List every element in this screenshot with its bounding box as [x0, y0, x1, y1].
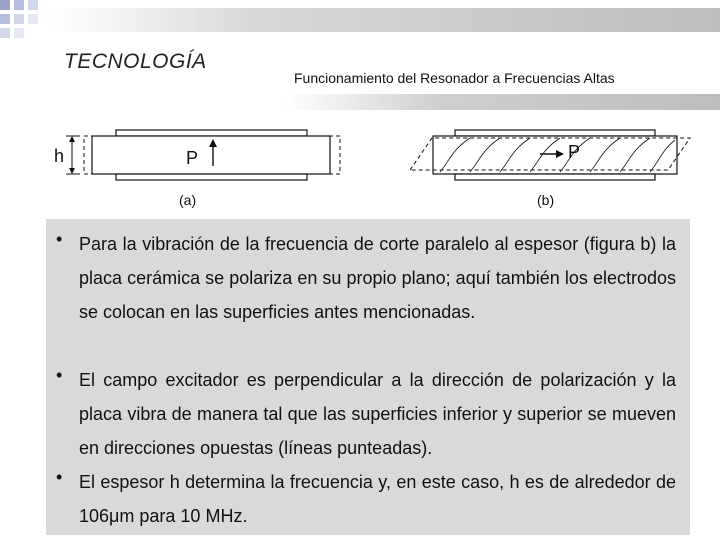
- resonator-figure: [0, 120, 720, 210]
- text-panel: [46, 219, 690, 535]
- plate-b-diagram: [410, 130, 690, 180]
- decorative-corner-squares: [0, 0, 60, 40]
- bullet-marker: •: [56, 467, 63, 487]
- figure-caption-a: (a): [179, 192, 197, 208]
- header-bar: [52, 8, 720, 32]
- bullet-paragraph: Para la vibración de la frecuencia de corte paralelo al espesor (figura b) la placa cerámica se polariza en su propio plano; aquí también los electrodos se colocan en las superficies antes mencionadas.: [79, 234, 676, 322]
- plate-b-bottom-electrode: [455, 174, 655, 180]
- thickness-label: h: [54, 146, 65, 166]
- bullet-paragraph: El espesor h determina la frecuencia y, en este caso, h es de alrededor de 106μm para 10 MHz.: [79, 472, 676, 526]
- polarization-label-a: P: [186, 148, 199, 168]
- plate-a-diagram: [66, 130, 340, 180]
- page-subtitle: Funcionamiento del Resonador a Frecuencias Altas: [294, 70, 615, 86]
- plate-a-bottom-electrode: [116, 174, 307, 180]
- plate-a-top-electrode: [116, 130, 307, 136]
- bullet-paragraph: El campo excitador es perpendicular a la dirección de polarización y la placa vibra de manera tal que las superficies inferior y superior se mueven en direcciones opuestas (líneas punteadas).: [79, 370, 676, 458]
- plate-b-top-electrode: [455, 130, 655, 136]
- bullet-marker: •: [56, 365, 63, 385]
- page-title: TECNOLOGÍA: [64, 50, 207, 73]
- figure-caption-b: (b): [537, 192, 555, 208]
- plate-a-body: [92, 136, 330, 174]
- polarization-label-b: P: [568, 142, 581, 162]
- bullet-marker: •: [56, 229, 63, 249]
- subtitle-underline-bar: [285, 94, 720, 110]
